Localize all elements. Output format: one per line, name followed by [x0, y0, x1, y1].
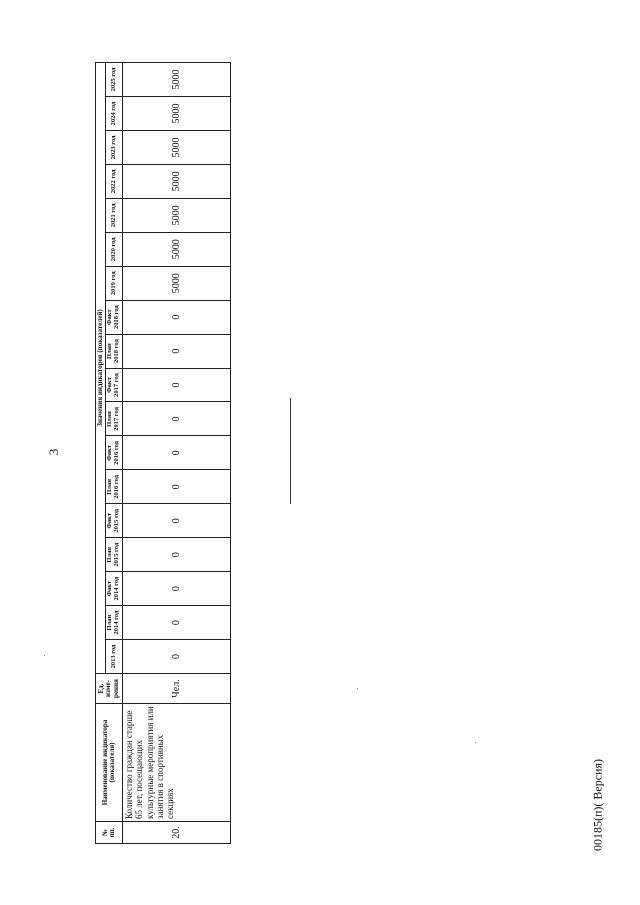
row-number: 20.	[122, 822, 230, 844]
col-header-period: 2023 год	[106, 131, 123, 165]
col-header-period: 2022 год	[106, 164, 123, 198]
value-cell: 0	[122, 538, 230, 572]
col-header-unit: Ед. изме-рения	[96, 674, 123, 704]
value-cell: 0	[122, 402, 230, 436]
separator-line	[290, 398, 291, 504]
col-header-period: План 2016 год	[106, 470, 123, 504]
value-cell: 5000	[122, 232, 230, 266]
col-header-period: Факт 2014 год	[106, 572, 123, 606]
scan-speck	[44, 655, 45, 656]
col-header-period: 2025 год	[106, 63, 123, 97]
scan-speck	[475, 742, 476, 743]
value-cell: 0	[122, 504, 230, 538]
col-header-period: 2024 год	[106, 97, 123, 131]
value-cell: 5000	[122, 63, 230, 97]
page-number: 3	[46, 448, 61, 456]
col-header-period: Факт 2017 год	[106, 368, 123, 402]
col-header-number: № пп.	[96, 822, 123, 844]
value-cell: 5000	[122, 97, 230, 131]
col-header-indicator-name: Наименование индикатора (показателя)	[96, 704, 123, 822]
scan-speck	[357, 688, 358, 689]
col-header-period: 2020 год	[106, 232, 123, 266]
col-header-period: План 2018 год	[106, 334, 123, 368]
value-cell: 0	[122, 436, 230, 470]
unit-cell: Чел.	[122, 674, 230, 704]
value-cell: 0	[122, 470, 230, 504]
col-header-period: План 2017 год	[106, 402, 123, 436]
value-cell: 5000	[122, 131, 230, 165]
value-cell: 5000	[122, 266, 230, 300]
indicator-table-container	[95, 62, 231, 844]
col-header-period: Факт 2015 год	[106, 504, 123, 538]
value-cell: 0	[122, 640, 230, 674]
footer-container	[590, 740, 606, 870]
value-cell: 0	[122, 368, 230, 402]
value-cell: 5000	[122, 198, 230, 232]
col-header-period: 2021 год	[106, 198, 123, 232]
col-header-period: 2013 год	[106, 640, 123, 674]
col-header-period: 2019 год	[106, 266, 123, 300]
value-cell: 5000	[122, 164, 230, 198]
col-header-period: План 2014 год	[106, 606, 123, 640]
col-header-period: Факт 2016 год	[106, 436, 123, 470]
col-header-values-group: Значения индикаторов (показателей)	[96, 63, 106, 674]
col-header-period: Факт 2018 год	[106, 300, 123, 334]
value-cell: 0	[122, 334, 230, 368]
col-header-period: План 2015 год	[106, 538, 123, 572]
value-cell: 0	[122, 300, 230, 334]
table-row	[122, 63, 230, 844]
document-version-footer: 00185(п)( Версия)	[590, 758, 605, 852]
indicator-table	[95, 62, 231, 844]
value-cell: 0	[122, 572, 230, 606]
value-cell: 0	[122, 606, 230, 640]
indicator-name: Количество граждан старше 65 лет, посещающих культурные мероприятия или занятия в спортивных секциях	[122, 704, 230, 822]
